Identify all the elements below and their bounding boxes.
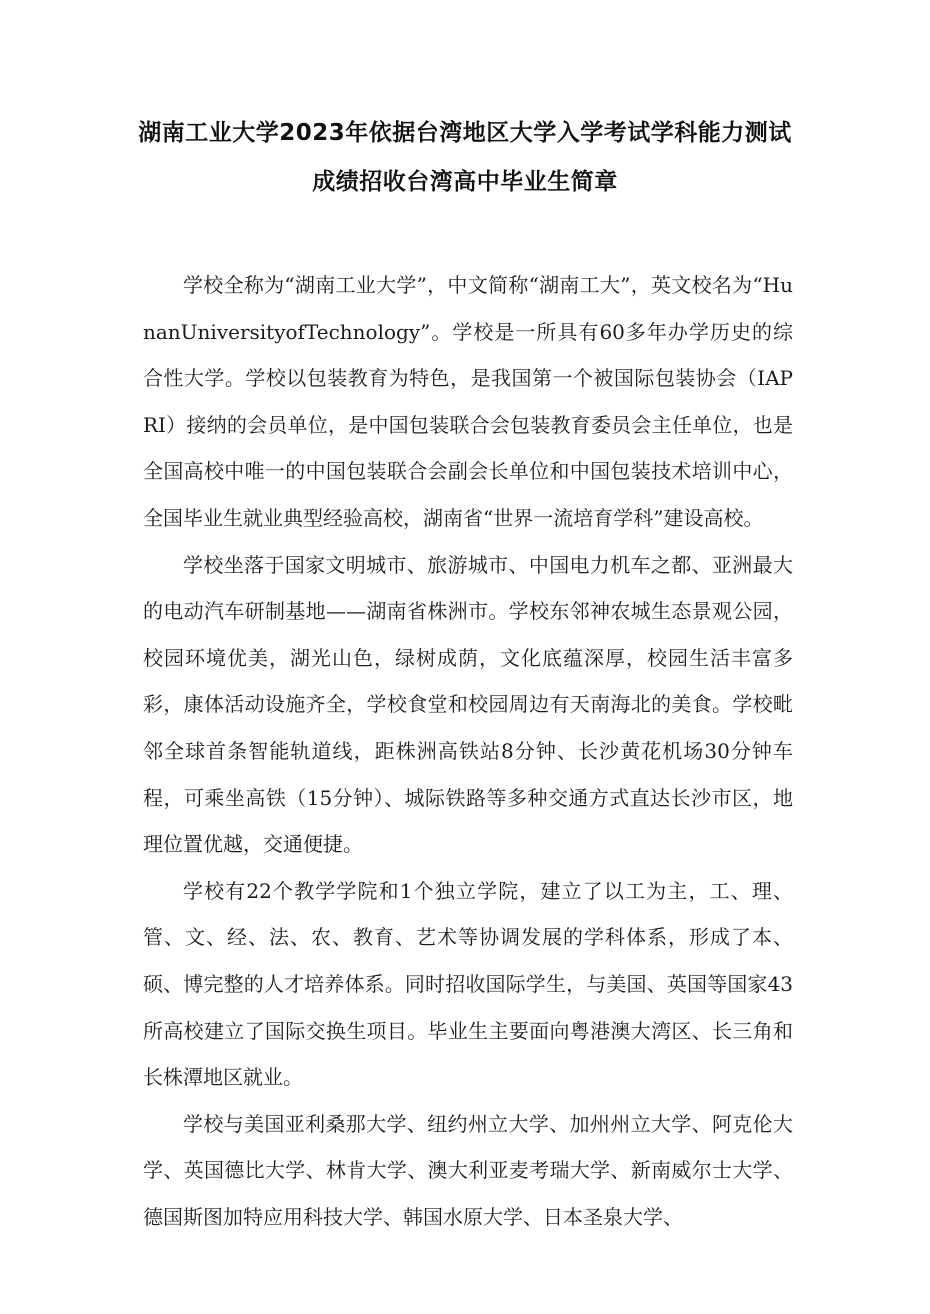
paragraph-school-overview: 学校全称为“湖南工业大学”，中文简称“湖南工大”，英文校名为“HunanUniversityofTechnology”。学校是一所具有60多年办学历史的综合性大学。学校以包装教育为特色，是我国第一个被国际包装协会（IAPRI）接纳的会员单位，是中国包装联合会包装教育委员会主任单位，也是全国高校中唯一的中国包装联合会副会长单位和中国包装技术培训中心，全国毕业生就业典型经验高校，湖南省“世界一流培育学科”建设高校。 <box>143 273 793 530</box>
document-title-line-2: 成绩招收台湾高中毕业生简章 <box>312 169 618 195</box>
paragraph-school-partners: 学校与美国亚利桑那大学、纽约州立大学、加州州立大学、阿克伦大学、英国德比大学、林肯大学、澳大利亚麦考瑞大学、新南威尔士大学、德国斯图加特应用科技大学、韩国水原大学、日本圣泉大学、 <box>143 1111 793 1229</box>
paragraph-school-location: 学校坐落于国家文明城市、旅游城市、中国电力机车之都、亚洲最大的电动汽车研制基地——湖南省株洲市。学校东邻神农城生态景观公园，校园环境优美，湖光山色，绿树成荫，文化底蕴深厚，校园生活丰富多彩，康体活动设施齐全，学校食堂和校园周边有天南海北的美食。学校毗邻全球首条智能轨道线，距株洲高铁站8分钟、长沙黄花机场30分钟车程，可乘坐高铁（15分钟）、城际铁路等多种交通方式直达长沙市区，地理位置优越，交通便捷。 <box>143 552 793 857</box>
document-body <box>143 262 793 1240</box>
paragraph-school-colleges: 学校有22个教学学院和1个独立学院，建立了以工为主，工、理、管、文、经、法、农、教育、艺术等协调发展的学科体系，形成了本、硕、博完整的人才培养体系。同时招收国际学生，与美国、英国等国家43所高校建立了国际交换生项目。毕业生主要面向粤港澳大湾区、长三角和长株潭地区就业。 <box>143 878 793 1090</box>
document-title-line-1: 湖南工业大学2023年依据台湾地区大学入学考试学科能力测试 <box>138 120 792 146</box>
